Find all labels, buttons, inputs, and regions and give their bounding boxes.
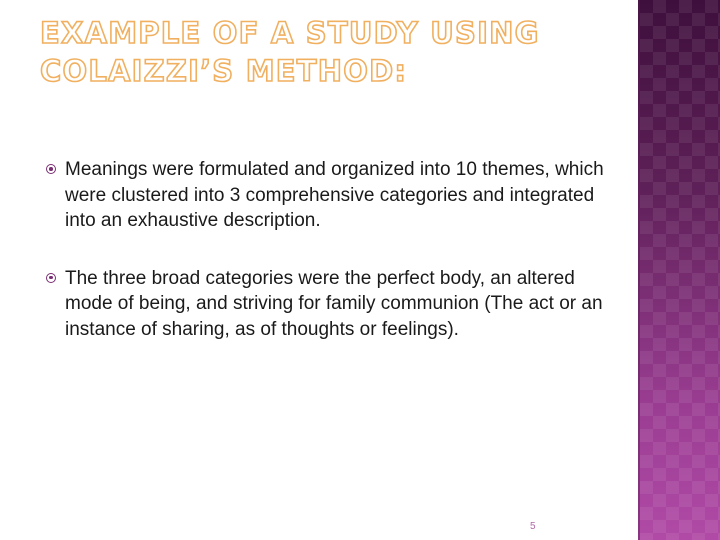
decorative-side-band [640, 0, 720, 540]
page-number: 5 [530, 521, 536, 532]
circled-dot-bullet-icon [46, 164, 56, 174]
bullet-text: The three broad categories were the perfect body, an altered mode of being, and striving for family communion (The act or an instance of sharing, as of thoughts or feelings). [65, 267, 603, 340]
circled-dot-bullet-icon [46, 273, 56, 283]
bullet-list [46, 157, 606, 342]
bullet-item [46, 266, 606, 343]
bullet-text: Meanings were formulated and organized into 10 themes, which were clustered into 3 comprehensive categories and integrated into an exhaustive description. [65, 159, 604, 231]
slide-title: EXAMPLE OF A STUDY USING COLAIZZI’S METHOD: [40, 16, 540, 88]
bullet-item [46, 157, 606, 234]
